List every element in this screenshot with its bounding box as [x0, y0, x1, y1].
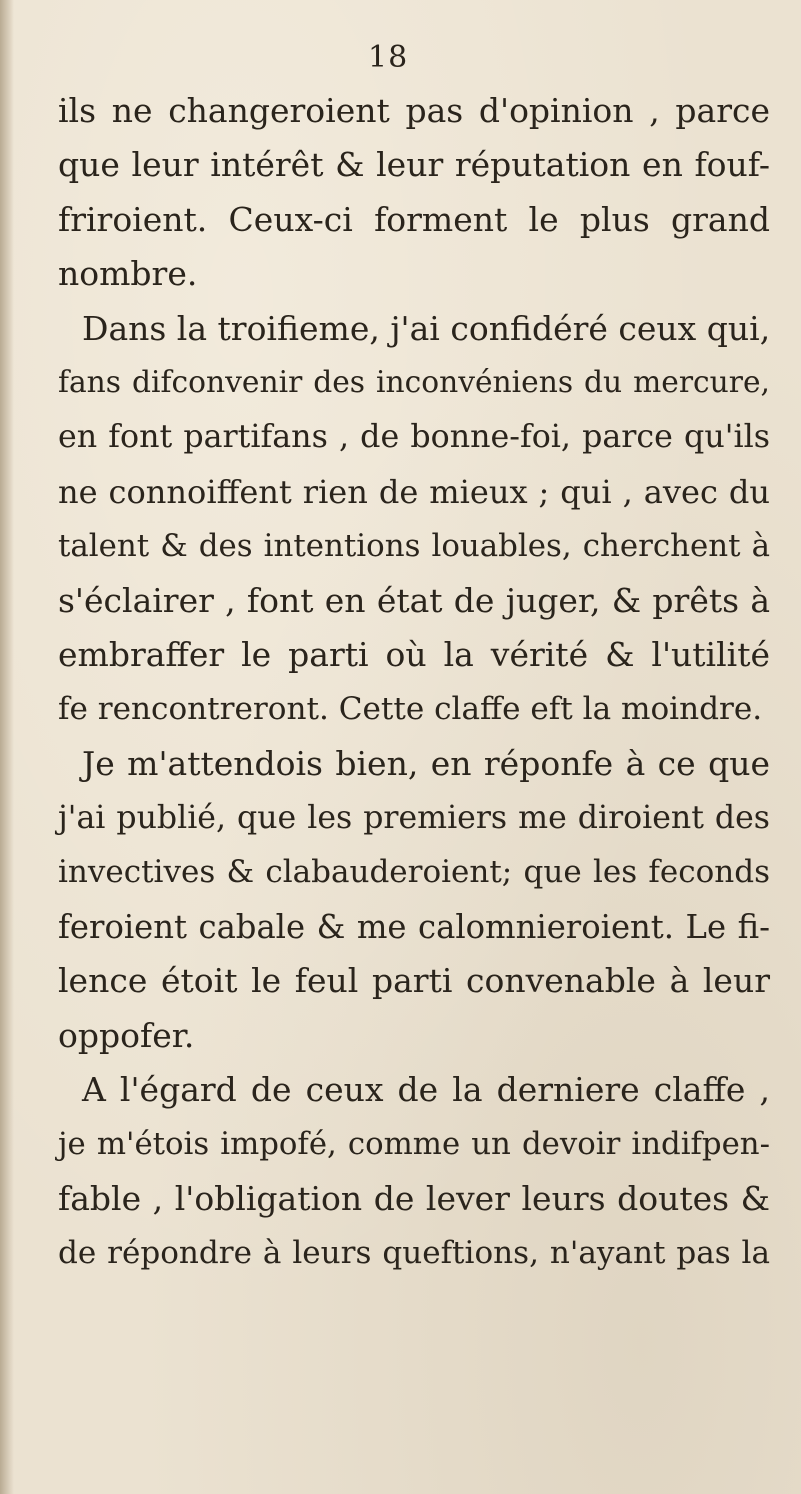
text-line: fans difconvenir des inconvéniens du mercure,	[58, 364, 770, 400]
text-line: ne connoiffent rien de mieux ; qui , avec du	[58, 472, 770, 511]
text-line: je m'étois impofé, comme un devoir indifpen-	[58, 1126, 770, 1163]
text-line: en font partifans , de bonne-foi, parce qu'ils	[58, 419, 770, 456]
text-line: s'éclairer , font en état de juger, & prêts à	[58, 580, 770, 620]
text-line: j'ai publié, que les premiers me diroient des	[58, 800, 770, 837]
text-line: feroient cabale & me calomnieroient. Le fi-	[58, 907, 770, 946]
text-line: friroient. Ceux-ci forment le plus grand	[58, 199, 770, 239]
text-line: fe rencontreront. Cette claffe eft la moindre.	[58, 691, 763, 728]
text-line: lence étoit le feul parti convenable à leur	[58, 961, 770, 1001]
text-line: ils ne changeroient pas d'opinion , parce	[58, 91, 770, 130]
text-line: oppofer.	[58, 1015, 195, 1055]
text-line: fable , l'obligation de lever leurs doutes &	[58, 1178, 770, 1218]
text-line: A l'égard de ceux de la derniere claffe ,	[82, 1070, 770, 1110]
text-line: de répondre à leurs queftions, n'ayant pas la	[58, 1235, 770, 1272]
text-line: talent & des intentions louables, cherchent à	[58, 528, 770, 565]
text-line: que leur intérêt & leur réputation en fouf-	[58, 145, 770, 185]
page-edge	[0, 0, 14, 1494]
text-line: invectives & clabauderoient; que les feconds	[58, 854, 770, 891]
text-line: embraffer le parti où la vérité & l'utilité	[58, 634, 770, 674]
text-line: Je m'attendois bien, en réponfe à ce que	[82, 743, 770, 783]
text-line: nombre.	[58, 254, 198, 294]
body-text	[58, 84, 770, 1281]
page-number: 18	[368, 40, 409, 75]
text-line: Dans la troifieme, j'ai confidéré ceux qui,	[82, 308, 771, 348]
